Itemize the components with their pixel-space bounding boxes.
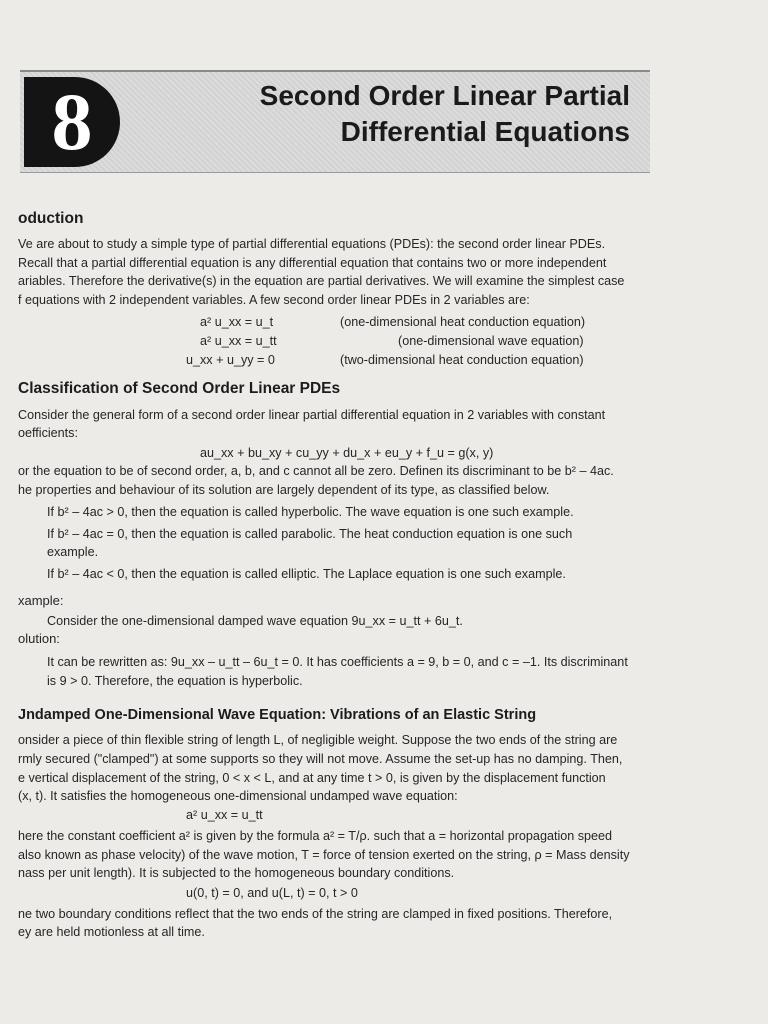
wave-equation: a² u_xx = u_tt: [186, 808, 263, 822]
equation-description: (two-dimensional heat conduction equation): [340, 353, 584, 367]
classification-line: Consider the general form of a second order linear partial differential equation in 2 variables with constant: [18, 408, 606, 422]
solution-line: is 9 > 0. Therefore, the equation is hyperbolic.: [47, 674, 303, 688]
classification-case: If b² – 4ac < 0, then the equation is called elliptic. The Laplace equation is one such example.: [47, 567, 566, 581]
undamped-line: also known as phase velocity) of the wave motion, T = force of tension exerted on the string, ρ = Mass density: [18, 848, 630, 862]
intro-line: ariables. Therefore the derivative(s) in the equation are partial derivatives. We will examine the simplest case: [18, 274, 625, 288]
classification-case: example.: [47, 545, 99, 559]
boundary-conditions: u(0, t) = 0, and u(L, t) = 0, t > 0: [186, 886, 358, 900]
undamped-line: e vertical displacement of the string, 0 < x < L, and at any time t > 0, is given by the displacement function: [18, 771, 606, 785]
classification-case: If b² – 4ac = 0, then the equation is called parabolic. The heat conduction equation is one such: [47, 527, 573, 541]
example-label: xample:: [18, 593, 64, 608]
intro-heading: oduction: [18, 210, 84, 227]
classification-case: If b² – 4ac > 0, then the equation is called hyperbolic. The wave equation is one such example.: [47, 505, 574, 519]
intro-line: f equations with 2 independent variables. A few second order linear PDEs in 2 variables are:: [18, 293, 530, 307]
solution-line: It can be rewritten as: 9u_xx – u_tt – 6u_t = 0. It has coefficients a = 9, b = 0, and c = –1. Its discriminant: [47, 655, 628, 669]
equation-description: (one-dimensional heat conduction equation): [340, 315, 586, 329]
undamped-line: ey are held motionless at all time.: [18, 925, 205, 939]
classification-line: he properties and behaviour of its solution are largely dependent of its type, as classified below.: [18, 483, 550, 497]
classification-heading: Classification of Second Order Linear PDEs: [18, 380, 341, 397]
intro-line: Ve are about to study a simple type of partial differential equations (PDEs): the second order linear PDEs.: [18, 237, 606, 251]
undamped-heading: Jndamped One-Dimensional Wave Equation: Vibrations of an Elastic String: [18, 707, 537, 723]
equation: u_xx + u_yy = 0: [186, 353, 275, 367]
chapter-title: [150, 78, 630, 150]
equation-description: (one-dimensional wave equation): [398, 334, 584, 348]
chapter-title-line-2: Differential Equations: [340, 116, 630, 147]
classification-line: oefficients:: [18, 426, 78, 440]
classification-line: or the equation to be of second order, a, b, and c cannot all be zero. Definen its discriminant to be b² – 4ac.: [18, 464, 614, 478]
undamped-line: (x, t). It satisfies the homogeneous one-dimensional undamped wave equation:: [18, 789, 458, 803]
undamped-line: rmly secured ("clamped") at some supports so they will not move. Assume the set-up has no damping. Then,: [18, 752, 623, 766]
intro-line: Recall that a partial differential equation is any differential equation that contains two or more independent: [18, 256, 607, 270]
general-equation: au_xx + bu_xy + cu_yy + du_x + eu_y + f_u = g(x, y): [200, 446, 494, 460]
chapter-title-line-1: Second Order Linear Partial: [259, 80, 630, 111]
equation: a² u_xx = u_t: [200, 315, 274, 329]
undamped-line: here the constant coefficient a² is given by the formula a² = T/ρ. such that a = horizontal propagation speed: [18, 829, 613, 843]
undamped-line: nass per unit length). It is subjected to the homogeneous boundary conditions.: [18, 866, 455, 880]
solution-label: olution:: [18, 631, 60, 646]
equation: a² u_xx = u_tt: [200, 334, 277, 348]
undamped-line: onsider a piece of thin flexible string of length L, of negligible weight. Suppose the two ends of the string are: [18, 733, 618, 747]
undamped-line: ne two boundary conditions reflect that the two ends of the string are clamped in fixed positions. Therefore,: [18, 907, 613, 921]
example-text: Consider the one-dimensional damped wave equation 9u_xx = u_tt + 6u_t.: [47, 614, 463, 628]
chapter-number-badge: 8: [24, 77, 120, 167]
